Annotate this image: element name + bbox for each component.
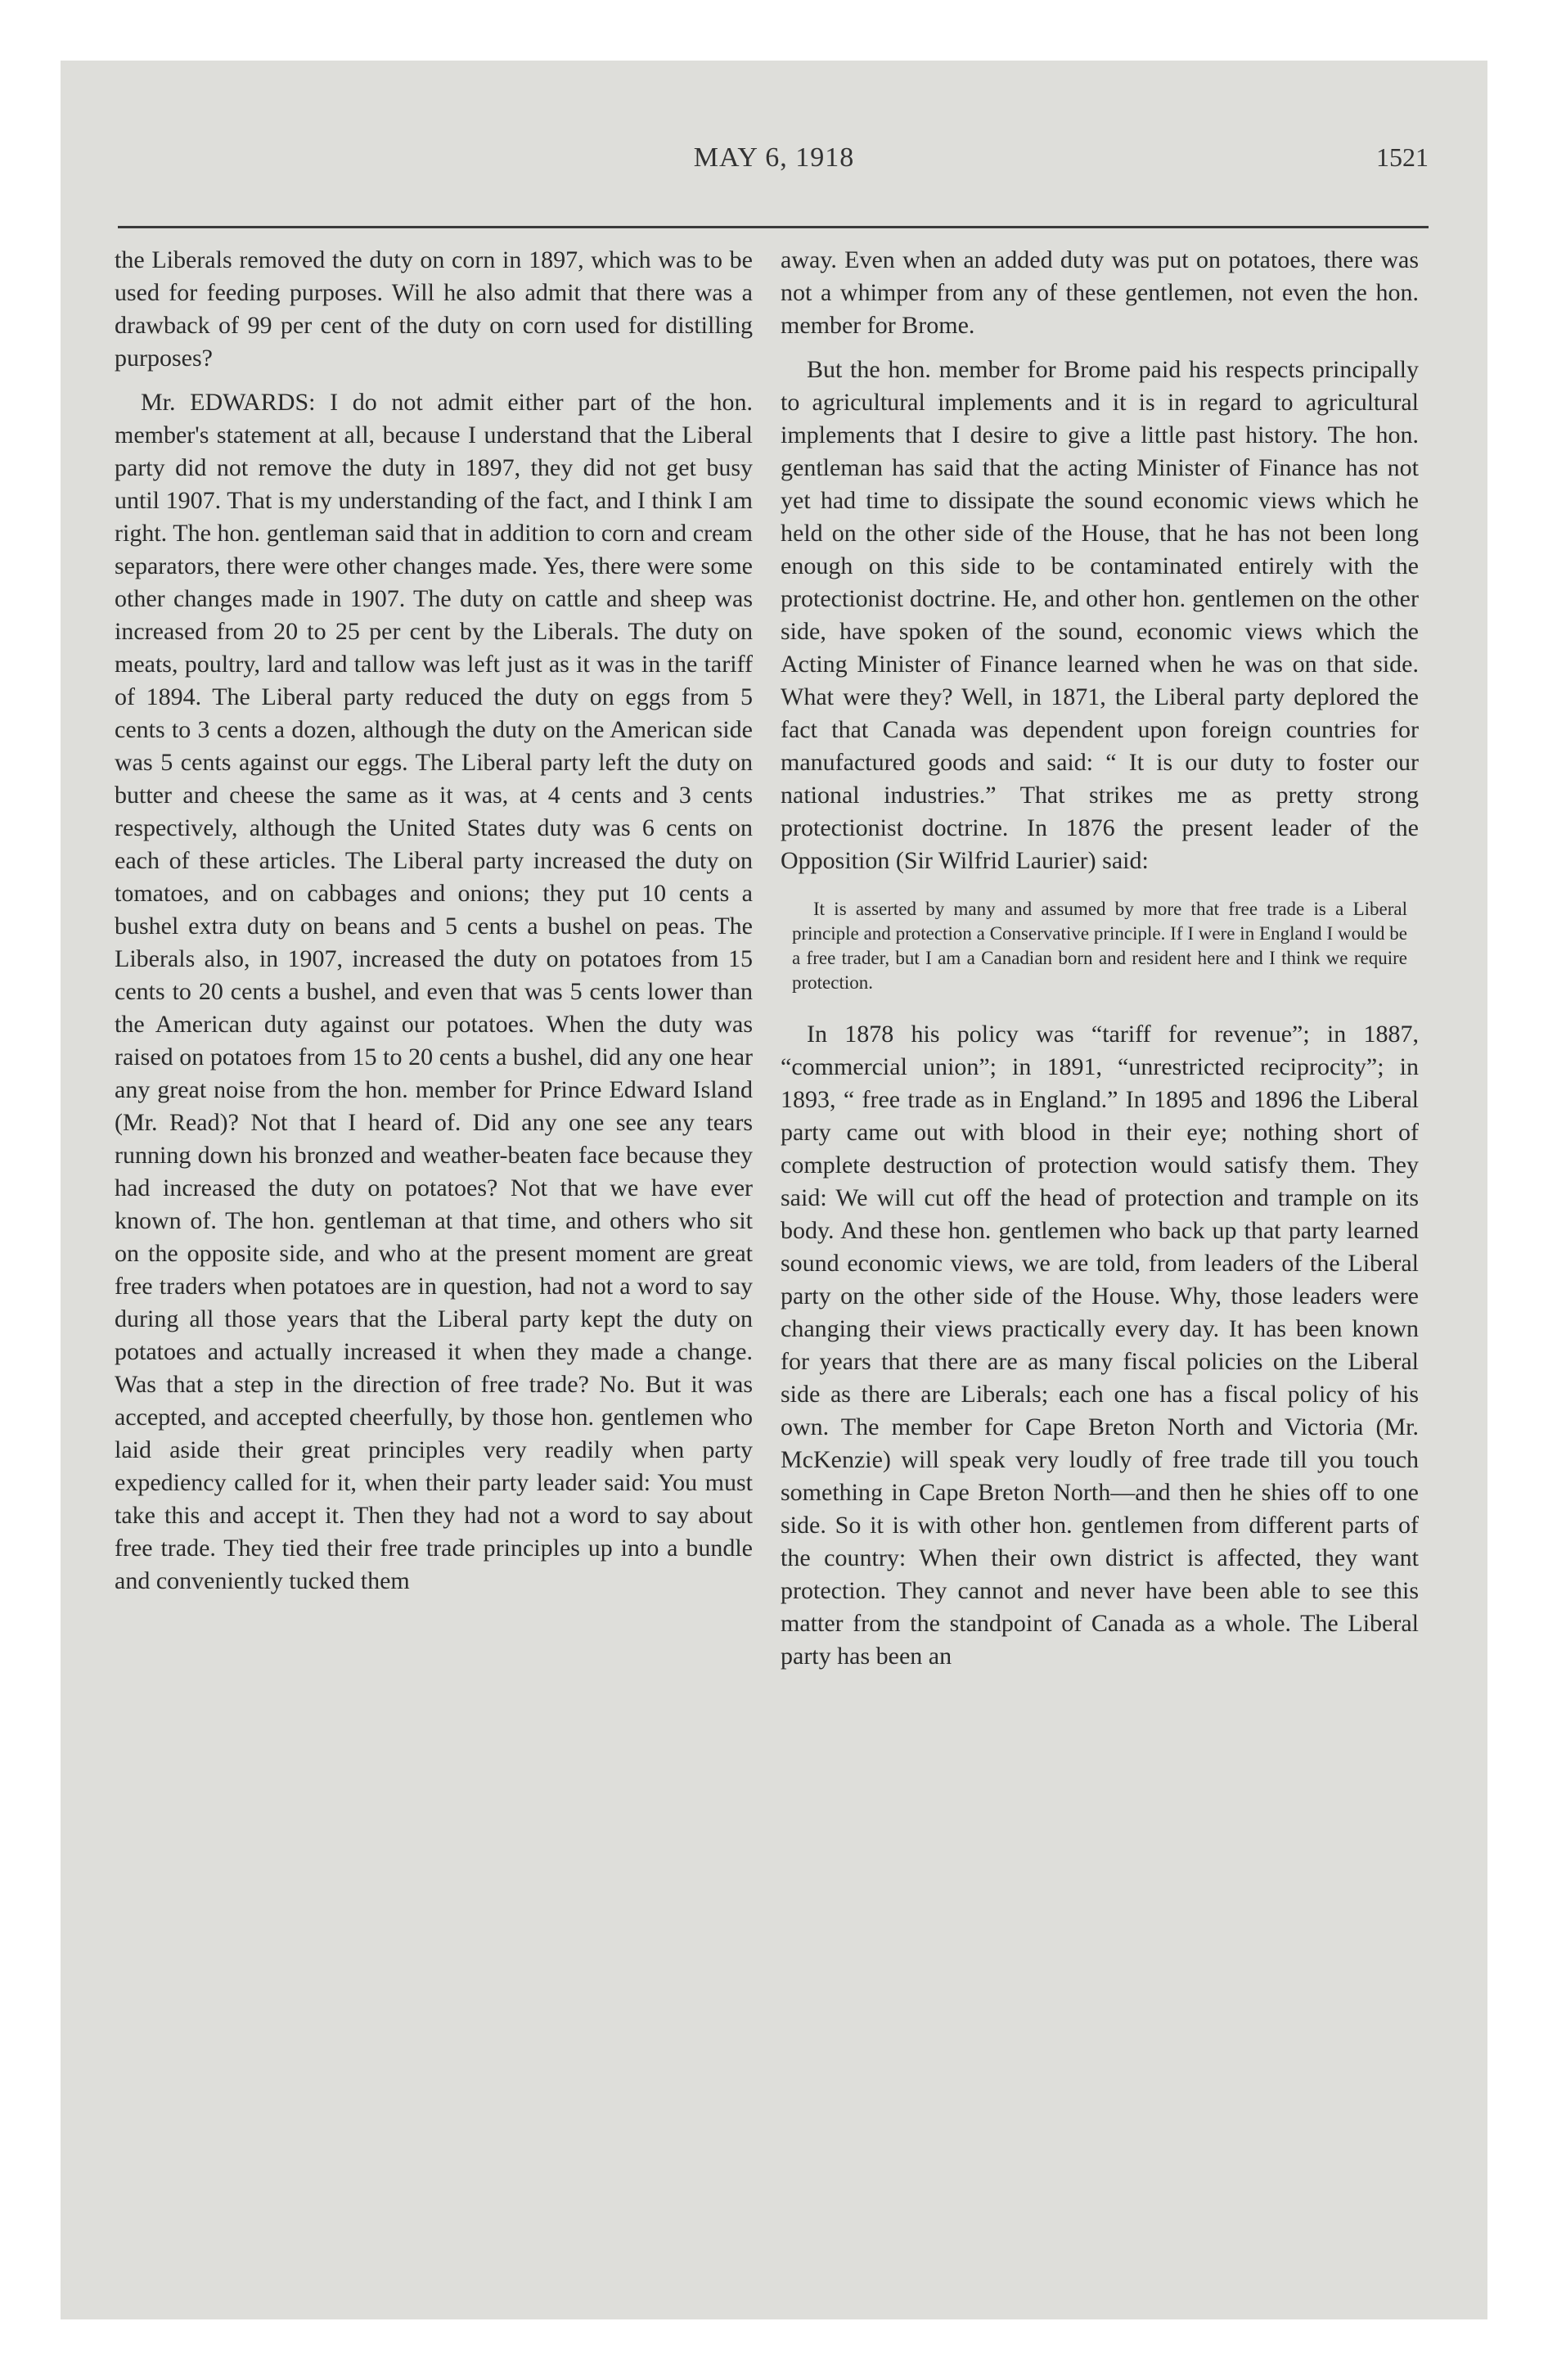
paragraph: away. Even when an added duty was put on potatoes, there was not a whimper from any of these gentlemen, not even the hon. member for Brome. — [781, 246, 1419, 339]
paragraph: In 1878 his policy was “tariff for revenue”; in 1887, “commercial union”; in 1891, “unrestricted reciprocity”; in 1893, “ free trade as in England.” In 1895 and 1896 the Liberal party came out with blood in their eye; nothing short of complete destruction of protection would satisfy them. They said: We will cut off the head of protection and trample on its body. And these hon. gentlemen who back up that party learned sound economic views, we are told, from leaders of the Liberal party on the other side of the House. Why, those leaders were changing their views practically every day. It has been known for years that there are as many fiscal policies on the Liberal side as there are Liberals; each one has a fiscal policy of his own. The member for Cape Breton North and Victoria (Mr. McKenzie) will speak very loudly of free trade till you touch something in Cape Breton North—and then he shies off to one side. So it is with other hon. gentlemen from different parts of the country: When their own district is affected, they want protection. They cannot and never have been able to see this matter from the standpoint of Canada as a whole. The Liberal party has been an — [781, 1021, 1419, 1670]
header-rule — [118, 226, 1429, 228]
paragraph: But the hon. member for Brome paid his respects principally to agricultural implements and it is in regard to agricultural implements that I desire to give a little past history. The hon. gentleman has said that the acting Minister of Finance has not yet had time to dissipate the sound economic views which he held on the other side of the House, that he has not been long enough on this side to be contaminated entirely with the protectionist doctrine. He, and other hon. gentlemen on the other side, have spoken of the sound, economic views which the Acting Minister of Finance learned when he was on that side. What were they? Well, in 1871, the Liberal party deplored the fact that Canada was dependent upon foreign countries for manufactured goods and said: “ It is our duty to foster our national industries.” That strikes me as pretty strong protectionist doctrine. In 1876 the present leader of the Opposition (Sir Wilfrid Laurier) said: — [781, 356, 1419, 874]
scanned-page — [61, 61, 1487, 2319]
page-number: 1521 — [1376, 142, 1429, 172]
paragraph: the Liberals removed the duty on corn in 1897, which was to be used for feeding purposes. Will he also admit that there was a drawback of 99 per cent of the duty on corn used for distilling purposes? — [115, 246, 753, 372]
paragraph: Mr. EDWARDS: I do not admit either part of the hon. member's statement at all, because I understand that the Liberal party did not remove the duty in 1897, they did not get busy until 1907. That is my understanding of the fact, and I think I am right. The hon. gentleman said that in addition to corn and cream separators, there were other changes made. Yes, there were some other changes made in 1907. The duty on cattle and sheep was increased from 20 to 25 per cent by the Liberals. The duty on meats, poultry, lard and tallow was left just as it was in the tariff of 1894. The Liberal party reduced the duty on eggs from 5 cents to 3 cents a dozen, although the duty on the American side was 5 cents against our eggs. The Liberal party left the duty on butter and cheese the same as it was, at 4 cents and 3 cents respectively, although the United States duty was 6 cents on each of these articles. The Liberal party increased the duty on tomatoes, and on cabbages and onions; they put 10 cents a bushel extra duty on beans and 5 cents a bushel on peas. The Liberals also, in 1907, increased the duty on potatoes from 15 cents to 20 cents a bushel, and even that was 5 cents lower than the American duty against our potatoes. When the duty was raised on potatoes from 15 to 20 cents a bushel, did any one hear any great noise from the hon. member for Prince Edward Island (Mr. Read)? Not that I heard of. Did any one see any tears running down his bronzed and weather-beaten face because they had increased the duty on potatoes? Not that we have ever known of. The hon. gentleman at that time, and others who sit on the opposite side, and who at the present moment are great free traders when potatoes are in question, had not a word to say during all those years that the Liberal party kept the duty on potatoes and actually increased it when they made a change. Was that a step in the direction of free trade? No. But it was accepted, and accepted cheerfully, by those hon. gentlemen who laid aside their great principles very readily when party expediency called for it, when their party leader said: You must take this and accept it. Then they had not a word to say about free trade. They tied their free trade principles up into a bundle and conveniently tucked them — [115, 389, 753, 1594]
right-column — [781, 244, 1419, 1684]
page-header — [119, 142, 1429, 192]
header-date: MAY 6, 1918 — [693, 142, 855, 173]
left-column — [115, 244, 753, 1609]
block-quote: It is asserted by many and assumed by more that free trade is a Liberal principle and protection a Conservative principle. If I were in England I would be a free trader, but I am a Canadian born and resident here and I think we require protection. — [792, 899, 1407, 993]
